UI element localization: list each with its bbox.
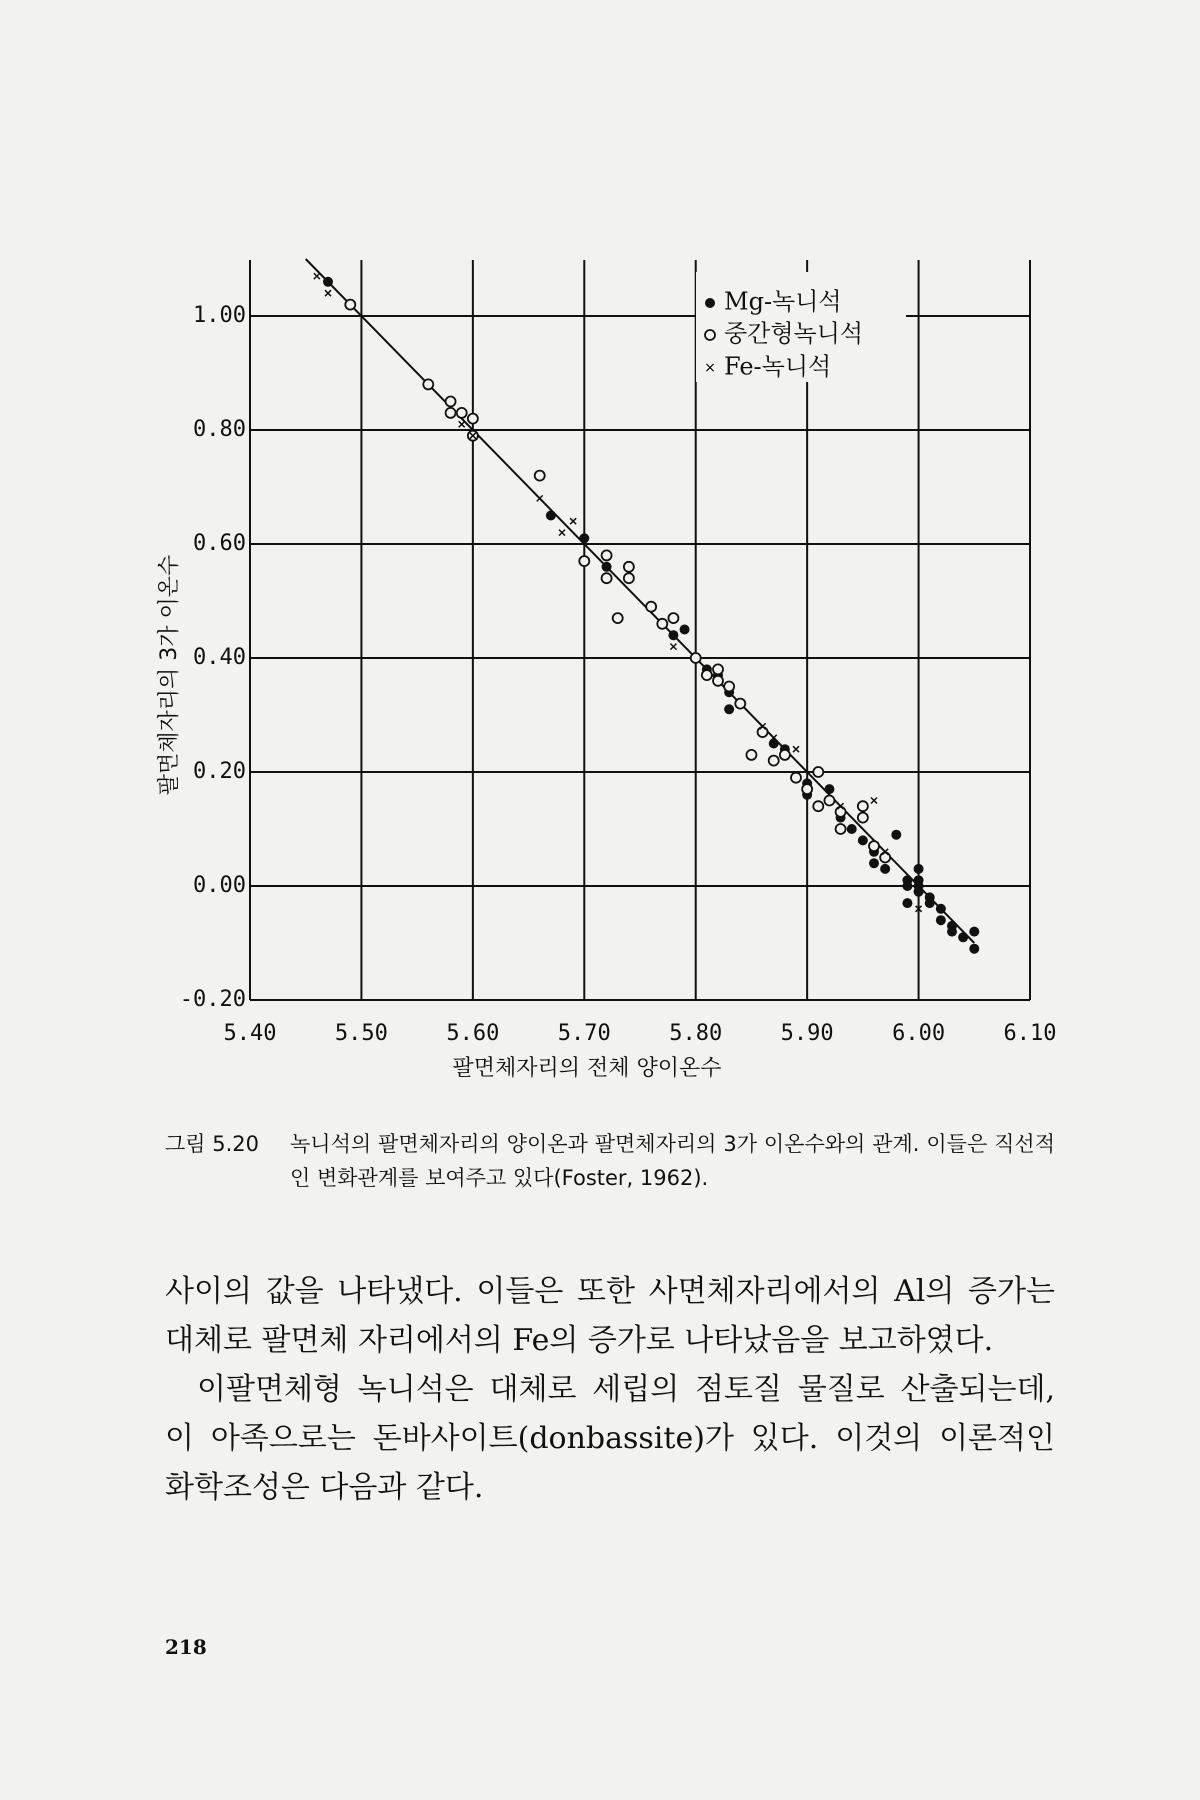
data-point-intermediate [724, 682, 734, 692]
data-point-intermediate [624, 573, 634, 583]
x-tick-label: 5.90 [780, 1021, 834, 1046]
x-tick-label: 5.60 [446, 1021, 500, 1046]
data-point-mg [958, 932, 968, 942]
y-tick-label: 1.00 [193, 303, 246, 328]
x-tick-label: 5.40 [223, 1021, 277, 1046]
data-point-mg [769, 739, 779, 749]
data-point-mg [847, 824, 857, 834]
data-point-fe [793, 746, 799, 752]
data-point-intermediate [813, 767, 823, 777]
data-point-intermediate [713, 676, 723, 686]
data-point-intermediate [691, 653, 701, 663]
data-point-intermediate [836, 807, 846, 817]
data-point-mg [969, 944, 979, 954]
x-tick-label: 6.10 [1003, 1021, 1057, 1046]
data-point-intermediate [423, 379, 433, 389]
data-point-intermediate [824, 796, 834, 806]
y-tick-label: -0.20 [179, 987, 246, 1012]
data-point-mg [880, 864, 890, 874]
data-point-intermediate [713, 664, 723, 674]
data-point-fe [871, 798, 877, 804]
data-point-intermediate [468, 414, 478, 424]
data-point-intermediate [869, 841, 879, 851]
data-point-intermediate [457, 408, 467, 418]
data-point-intermediate [735, 699, 745, 709]
legend-symbol-mg [705, 298, 715, 308]
data-point-intermediate [769, 756, 779, 766]
data-point-mg [724, 704, 734, 714]
data-point-intermediate [602, 550, 612, 560]
legend-label-mg: Mg-녹니석 [724, 287, 842, 316]
data-point-mg [824, 784, 834, 794]
data-point-intermediate [802, 784, 812, 794]
data-point-mg [969, 927, 979, 937]
data-point-mg [680, 625, 690, 635]
data-point-fe [559, 530, 565, 536]
data-point-fe [325, 290, 331, 296]
body-text [165, 1268, 1055, 1512]
legend-label-intermediate: 중간형녹니석 [724, 319, 864, 348]
y-tick-label: 0.40 [193, 645, 246, 670]
data-point-intermediate [345, 300, 355, 310]
y-tick-label: 0.60 [193, 531, 246, 556]
data-point-intermediate [880, 853, 890, 863]
x-tick-label: 5.80 [669, 1021, 723, 1046]
data-point-mg [936, 915, 946, 925]
data-point-fe [314, 273, 320, 279]
paragraph: 사이의 값을 나타냈다. 이들은 또한 사면체자리에서의 Al의 증가는 대체로 팔면체 자리에서의 Fe의 증가로 나타났음을 보고하였다. [165, 1274, 1055, 1358]
data-point-fe [570, 518, 576, 524]
data-point-intermediate [780, 750, 790, 760]
data-point-intermediate [746, 750, 756, 760]
legend-label-fe: Fe-녹니석 [724, 352, 832, 381]
data-point-mg [925, 898, 935, 908]
data-point-intermediate [702, 670, 712, 680]
data-point-mg [891, 830, 901, 840]
data-point-intermediate [613, 613, 623, 623]
page-number: 218 [165, 1635, 207, 1659]
paragraph: 이팔면체형 녹니석은 대체로 세립의 점토질 물질로 산출되는데, 이 아족으로는 돈바사이트(donbassite)가 있다. 이것의 이론적인 화학조성은 다음과 같다. [165, 1371, 1055, 1505]
figure-caption [165, 1128, 1055, 1195]
data-point-mg [936, 904, 946, 914]
data-point-intermediate [646, 602, 656, 612]
data-point-fe [459, 421, 465, 427]
chart-grid [250, 260, 1030, 1000]
data-point-intermediate [758, 727, 768, 737]
data-point-fe [537, 495, 543, 501]
data-point-intermediate [535, 471, 545, 481]
data-point-mg [858, 835, 868, 845]
data-point-intermediate [624, 562, 634, 572]
x-tick-label: 5.70 [557, 1021, 611, 1046]
data-point-intermediate [446, 408, 456, 418]
y-axis-title: 팔면체자리의 3가 이온수 [157, 554, 182, 796]
data-point-intermediate [446, 397, 456, 407]
data-point-mg [602, 562, 612, 572]
data-point-intermediate [858, 801, 868, 811]
data-point-mg [869, 858, 879, 868]
x-tick-label: 5.50 [334, 1021, 388, 1046]
data-point-mg [579, 533, 589, 543]
data-point-mg [914, 887, 924, 897]
data-point-intermediate [813, 801, 823, 811]
data-point-intermediate [836, 824, 846, 834]
data-point-mg [546, 511, 556, 521]
caption-text: 녹니석의 팔면체자리의 양이온과 팔면체자리의 3가 이온수와의 관계. 이들은 직선적인 변화관계를 보여주고 있다(Foster, 1962). [290, 1132, 1055, 1190]
data-point-mg [902, 881, 912, 891]
data-point-intermediate [579, 556, 589, 566]
x-tick-label: 6.00 [892, 1021, 946, 1046]
data-point-intermediate [657, 619, 667, 629]
data-point-intermediate [858, 813, 868, 823]
data-point-mg [323, 277, 333, 287]
data-point-fe [670, 644, 676, 650]
data-point-intermediate [602, 573, 612, 583]
y-tick-label: 0.80 [193, 417, 246, 442]
data-point-mg [902, 898, 912, 908]
x-axis-title: 팔면체자리의 전체 양이온수 [452, 1056, 722, 1081]
tick-labels [180, 303, 1057, 1046]
data-point-mg [947, 927, 957, 937]
legend-symbol-fe: × [704, 360, 716, 376]
data-point-intermediate [668, 613, 678, 623]
data-point-mg [914, 864, 924, 874]
y-tick-label: 0.20 [193, 759, 246, 784]
y-tick-label: 0.00 [193, 873, 246, 898]
data-point-intermediate [791, 773, 801, 783]
figure-number: 그림 5.20 [165, 1132, 260, 1156]
data-point-mg [668, 630, 678, 640]
